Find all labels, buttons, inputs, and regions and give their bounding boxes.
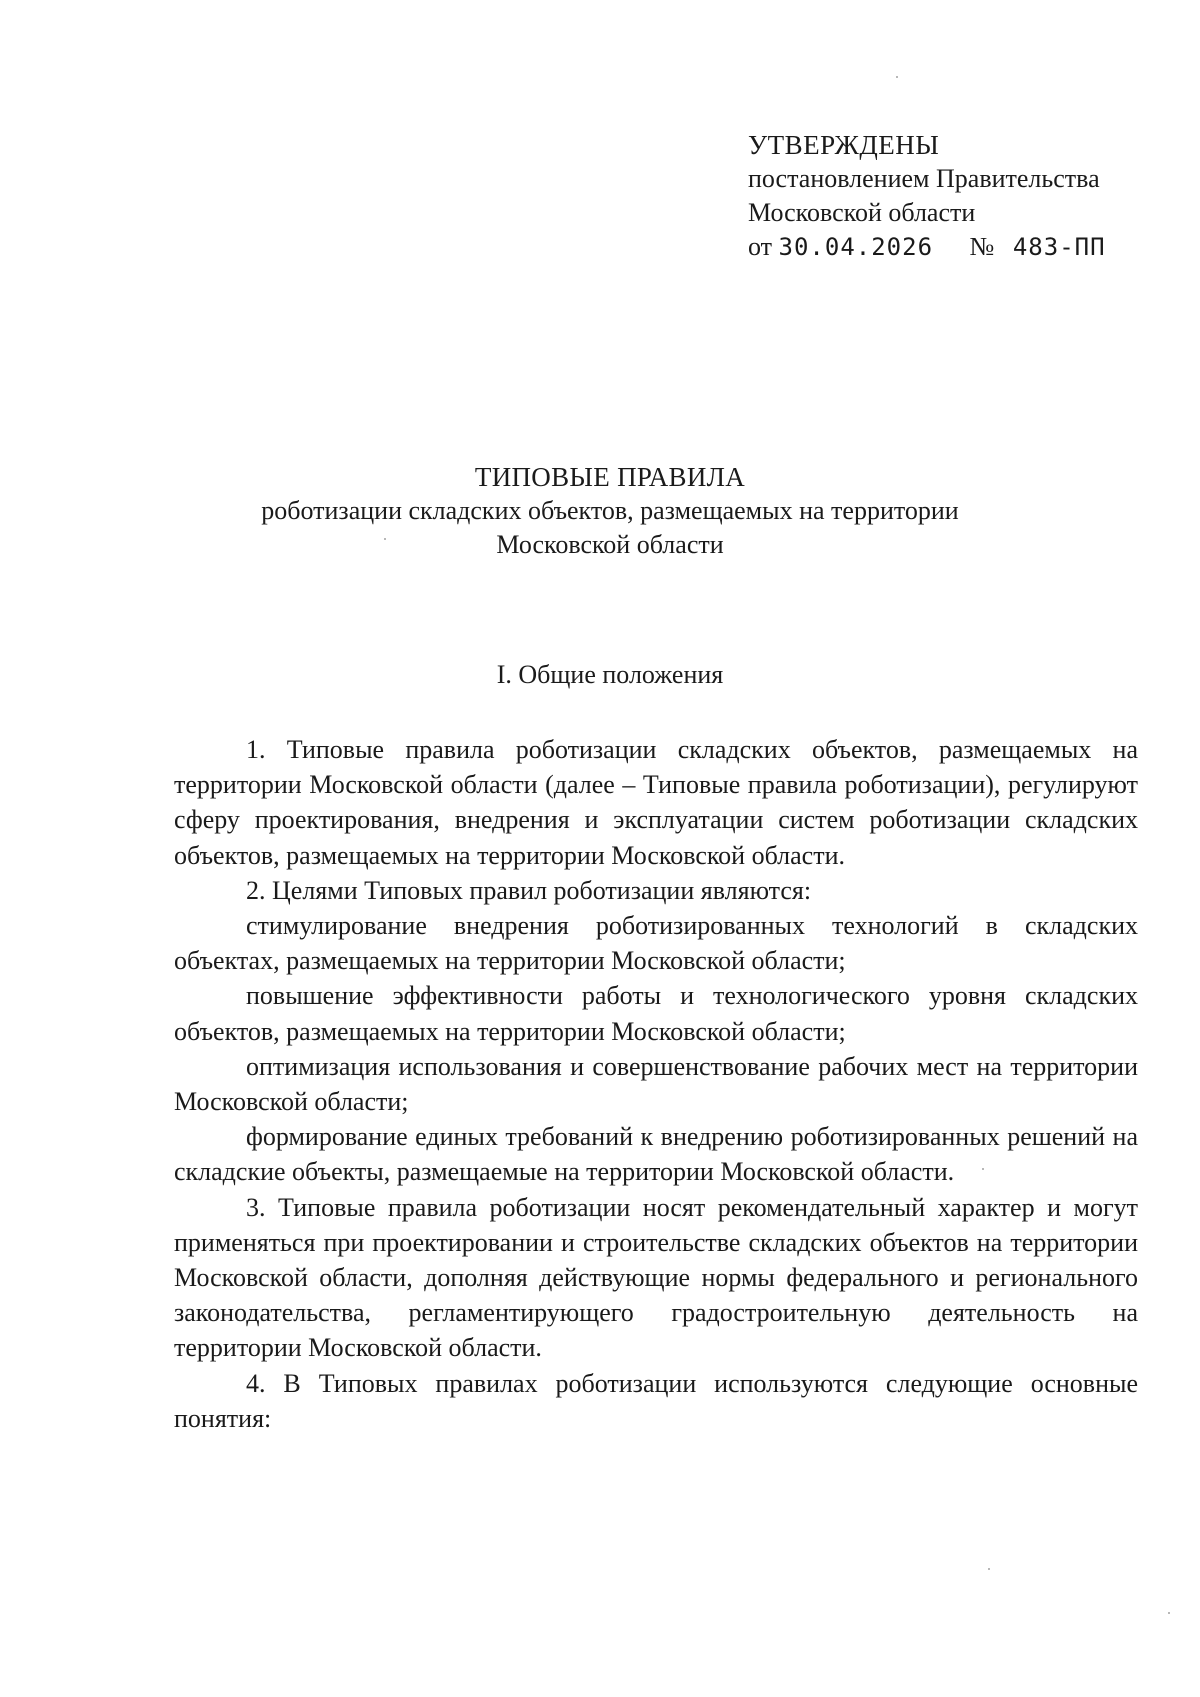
- approval-date-line: [748, 230, 1168, 264]
- paragraph: 1. Типовые правила роботизации складских объектов, размещаемых на территории Московской области (далее – Типовые правила роботизации), регулируют сферу проектирования, внедрения и эксплуатации систем роботизации складских объектов, размещаемых на территории Московской области.: [174, 735, 1138, 870]
- paragraph: 2. Целями Типовых правил роботизации являются:: [246, 875, 812, 905]
- scan-speck: [384, 538, 386, 540]
- approval-line-2: Московской области: [748, 198, 976, 227]
- scan-speck: [988, 1568, 990, 1570]
- scan-speck: [896, 76, 898, 78]
- document-title: ТИПОВЫЕ ПРАВИЛА: [474, 462, 746, 492]
- approval-title: УТВЕРЖДЕНЫ: [748, 130, 940, 160]
- paragraph: повышение эффективности работы и технологического уровня складских объектов, размещаемых на территории Московской области;: [174, 981, 1138, 1046]
- scan-speck: [982, 1168, 984, 1170]
- scan-speck: [1168, 1612, 1170, 1614]
- document-subtitle-line-2: Московской области: [496, 530, 724, 559]
- paragraph: оптимизация использования и совершенствование рабочих мест на территории Московской области;: [174, 1051, 1138, 1117]
- paragraph: стимулирование внедрения роботизированных технологий в складских объектах, размещаемых на территории Московской области;: [174, 911, 1138, 976]
- paragraph: 4. В Типовых правилах роботизации используются следующие основные понятия:: [174, 1368, 1138, 1433]
- approval-line-1: постановлением Правительства: [748, 164, 1100, 193]
- paragraph: 3. Типовые правила роботизации носят рекомендательный характер и могут применяться при проектировании и строительстве складских объектов на территории Московской области, дополняя действующие нормы федерального и регионального законодательства, регламентирующего градостроительную деятельность на территории Московской области.: [174, 1192, 1138, 1363]
- document-body: [174, 732, 1138, 1436]
- date-prefix: от: [748, 232, 773, 261]
- approval-date: 30.04.2026: [778, 233, 934, 261]
- document-subtitle-line-1: роботизации складских объектов, размещаемых на территории: [261, 496, 959, 525]
- paragraph: формирование единых требований к внедрению роботизированных решений на складские объекты, размещаемые на территории Московской области.: [174, 1122, 1138, 1187]
- document-title-block: [180, 460, 1040, 562]
- approval-number: 483-ПП: [1012, 233, 1106, 261]
- section-heading: I. Общие положения: [496, 660, 724, 689]
- approval-stamp: [748, 128, 1168, 264]
- number-sign: №: [969, 232, 995, 261]
